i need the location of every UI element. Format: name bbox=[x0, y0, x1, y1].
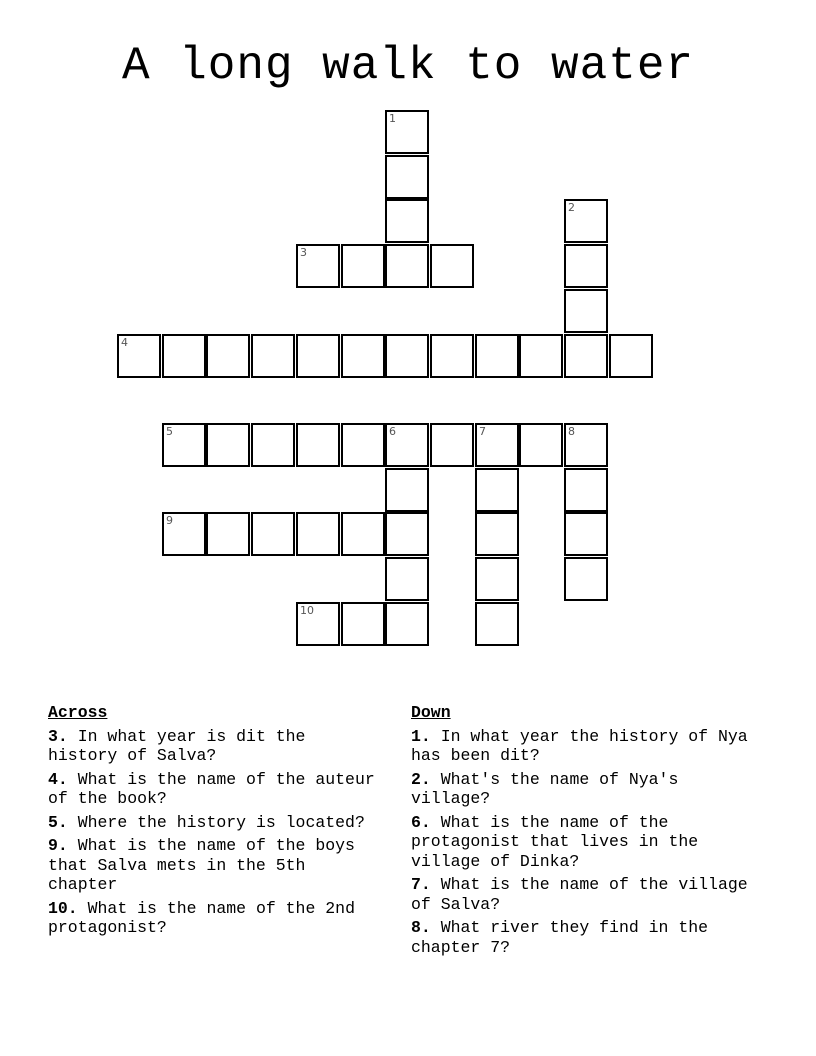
clue-number: 7 bbox=[479, 425, 486, 438]
grid-cell[interactable] bbox=[564, 199, 608, 243]
grid-cell[interactable] bbox=[564, 557, 608, 601]
across-heading: Across bbox=[48, 703, 108, 722]
grid-cell[interactable] bbox=[341, 602, 385, 646]
clue-number: 4 bbox=[121, 336, 128, 349]
grid-cell[interactable] bbox=[162, 334, 206, 378]
across-clue bbox=[48, 899, 378, 938]
grid-cell[interactable] bbox=[564, 244, 608, 288]
grid-cell[interactable] bbox=[430, 423, 474, 467]
clue-text: Where the history is located? bbox=[77, 812, 365, 832]
grid-cell[interactable] bbox=[251, 423, 295, 467]
across-clues bbox=[48, 703, 378, 942]
clue-number-label: 2. bbox=[411, 769, 431, 789]
grid-cell[interactable] bbox=[475, 423, 519, 467]
grid-cell[interactable] bbox=[475, 468, 519, 512]
clue-text: What is the name of the protagonist that lives in the village of Dinka? bbox=[411, 812, 699, 871]
grid-cell[interactable] bbox=[385, 110, 429, 154]
clue-text: What river they find in the chapter 7? bbox=[411, 918, 709, 957]
grid-cell[interactable] bbox=[564, 468, 608, 512]
grid-cell[interactable] bbox=[385, 155, 429, 199]
grid-cell[interactable] bbox=[206, 334, 250, 378]
grid-cell[interactable] bbox=[385, 512, 429, 556]
grid-cell[interactable] bbox=[609, 334, 653, 378]
grid-cell[interactable] bbox=[519, 423, 563, 467]
grid-cell[interactable] bbox=[385, 602, 429, 646]
grid-cell[interactable] bbox=[296, 244, 340, 288]
grid-cell[interactable] bbox=[385, 334, 429, 378]
grid-cell[interactable] bbox=[475, 334, 519, 378]
grid-cell[interactable] bbox=[296, 602, 340, 646]
clue-number-label: 9. bbox=[48, 836, 68, 855]
page-title: A long walk to water bbox=[121, 40, 695, 92]
clue-number-label: 6. bbox=[411, 812, 431, 832]
grid-cell[interactable] bbox=[564, 423, 608, 467]
clue-number-label: 5. bbox=[48, 812, 68, 832]
grid-cell[interactable] bbox=[385, 244, 429, 288]
grid-cell[interactable] bbox=[475, 512, 519, 556]
clue-number-label: 10. bbox=[48, 898, 78, 918]
clue-number: 1 bbox=[389, 112, 396, 125]
clue-number: 8 bbox=[568, 425, 575, 438]
clue-number-label: 4. bbox=[48, 769, 68, 789]
grid-cell[interactable] bbox=[251, 512, 295, 556]
clue-number: 9 bbox=[166, 514, 173, 527]
grid-cell[interactable] bbox=[430, 334, 474, 378]
clue-text: What's the name of Nya's village? bbox=[411, 769, 679, 808]
clue-number: 2 bbox=[568, 201, 575, 214]
clue-text: In what year is dit the history of Salva? bbox=[48, 726, 306, 765]
clue-number: 5 bbox=[166, 425, 173, 438]
grid-cell[interactable] bbox=[564, 512, 608, 556]
grid-cell[interactable] bbox=[385, 199, 429, 243]
down-clue bbox=[411, 727, 766, 766]
down-clue bbox=[411, 875, 766, 914]
grid-cell[interactable] bbox=[341, 512, 385, 556]
grid-cell[interactable] bbox=[296, 334, 340, 378]
clue-number-label: 7. bbox=[411, 875, 431, 894]
grid-cell[interactable] bbox=[475, 602, 519, 646]
clue-number: 3 bbox=[300, 246, 307, 259]
grid-cell[interactable] bbox=[519, 334, 563, 378]
grid-cell[interactable] bbox=[117, 334, 161, 378]
grid-cell[interactable] bbox=[206, 512, 250, 556]
grid-cell[interactable] bbox=[296, 512, 340, 556]
grid-cell[interactable] bbox=[564, 289, 608, 333]
grid-cell[interactable] bbox=[385, 423, 429, 467]
down-clue bbox=[411, 918, 766, 957]
across-clue bbox=[48, 770, 378, 809]
clue-text: What is the name of the 2nd protagonist? bbox=[48, 898, 355, 937]
clue-number-label: 8. bbox=[411, 918, 431, 937]
across-clue-list bbox=[48, 727, 378, 938]
down-clues bbox=[411, 703, 766, 961]
grid-cell[interactable] bbox=[162, 423, 206, 467]
clue-text: In what year the history of Nya has been dit? bbox=[411, 726, 748, 765]
grid-cell[interactable] bbox=[251, 334, 295, 378]
grid-cell[interactable] bbox=[206, 423, 250, 467]
clue-number: 6 bbox=[389, 425, 396, 438]
down-clue bbox=[411, 813, 766, 872]
clue-text: What is the name of the auteur of the book? bbox=[48, 769, 375, 808]
clue-number-label: 1. bbox=[411, 726, 431, 746]
grid-cell[interactable] bbox=[341, 244, 385, 288]
grid-cell[interactable] bbox=[341, 334, 385, 378]
clue-number-label: 3. bbox=[48, 726, 68, 746]
grid-cell[interactable] bbox=[296, 423, 340, 467]
grid-cell[interactable] bbox=[475, 557, 519, 601]
grid-cell[interactable] bbox=[385, 557, 429, 601]
clue-number: 10 bbox=[300, 604, 314, 617]
grid-cell[interactable] bbox=[341, 423, 385, 467]
clue-text: What is the name of the village of Salva? bbox=[411, 875, 748, 914]
grid-cell[interactable] bbox=[430, 244, 474, 288]
grid-cell[interactable] bbox=[385, 468, 429, 512]
down-clue bbox=[411, 770, 766, 809]
clue-text: What is the name of the boys that Salva mets in the 5th chapter bbox=[48, 836, 355, 894]
down-clue-list bbox=[411, 727, 766, 958]
grid-cell[interactable] bbox=[564, 334, 608, 378]
across-clue bbox=[48, 813, 378, 833]
across-clue bbox=[48, 836, 378, 895]
across-clue bbox=[48, 727, 378, 766]
grid-cell[interactable] bbox=[162, 512, 206, 556]
down-heading: Down bbox=[411, 703, 451, 722]
